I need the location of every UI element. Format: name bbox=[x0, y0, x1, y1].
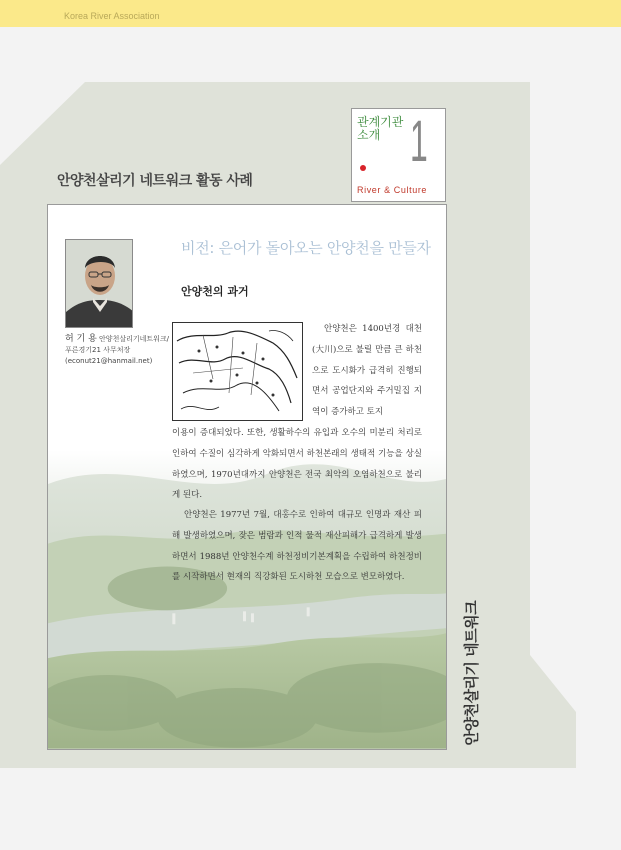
category-english: River & Culture bbox=[357, 185, 428, 195]
article-headline: 비전: 은어가 돌아오는 안양천을 만들자 bbox=[181, 239, 431, 257]
paragraph-1-end: 이용이 증대되었다. 또한, 생활하수의 유입과 오수의 미분리 처리로 인하여 수질이 심각하게 악화되면서 하천본래의 생태적 기능을 상실하였으며, 1970년대까지 안양천은 전국 최악의 오염하천으로 불리게 된다. bbox=[172, 428, 422, 501]
author-details: 안양천살리기네트워크/ 푸른경기21 사무처장 (econut21@hanmail.net) bbox=[65, 335, 170, 365]
paragraph-1-start bbox=[312, 319, 422, 423]
organization-name: Korea River Association bbox=[64, 11, 160, 21]
author-name: 허 기 용 bbox=[65, 334, 97, 344]
category-title: 관계기관 소개 bbox=[357, 115, 404, 142]
side-vertical-label bbox=[457, 600, 481, 746]
author-portrait bbox=[65, 239, 133, 328]
paragraph-2: 안양천은 1977년 7월, 대홍수로 인하여 대규모 인명과 재산 피해 발생하였으며, 잦은 범람과 인적 물적 재산피해가 급격하게 발생하면서 1988년 안양천수계 하천정비기본계획을 수립하여 하천정비를 시작하면서 현재의 직강화된 도시하천 모습으로 변모하였다. bbox=[172, 510, 422, 583]
red-dot-icon bbox=[360, 165, 366, 171]
category-label-box bbox=[351, 108, 446, 202]
article-subheading: 안양천의 과거 bbox=[181, 285, 249, 298]
paragraph-1-start-text: 안양천은 1400년경 대천(大川)으로 불릴 만큼 큰 하천으로 도시화가 급격히 진행되면서 공업단지와 주거밀집 지역이 증가하고 토지 bbox=[312, 324, 422, 418]
section-title: 안양천살리기 네트워크 활동 사례 bbox=[57, 173, 253, 189]
river-map-figure bbox=[172, 322, 303, 421]
author-caption bbox=[65, 334, 175, 367]
side-label-text: 안양천살리기 네트워크 bbox=[462, 600, 481, 746]
category-number: 1 bbox=[410, 109, 428, 174]
